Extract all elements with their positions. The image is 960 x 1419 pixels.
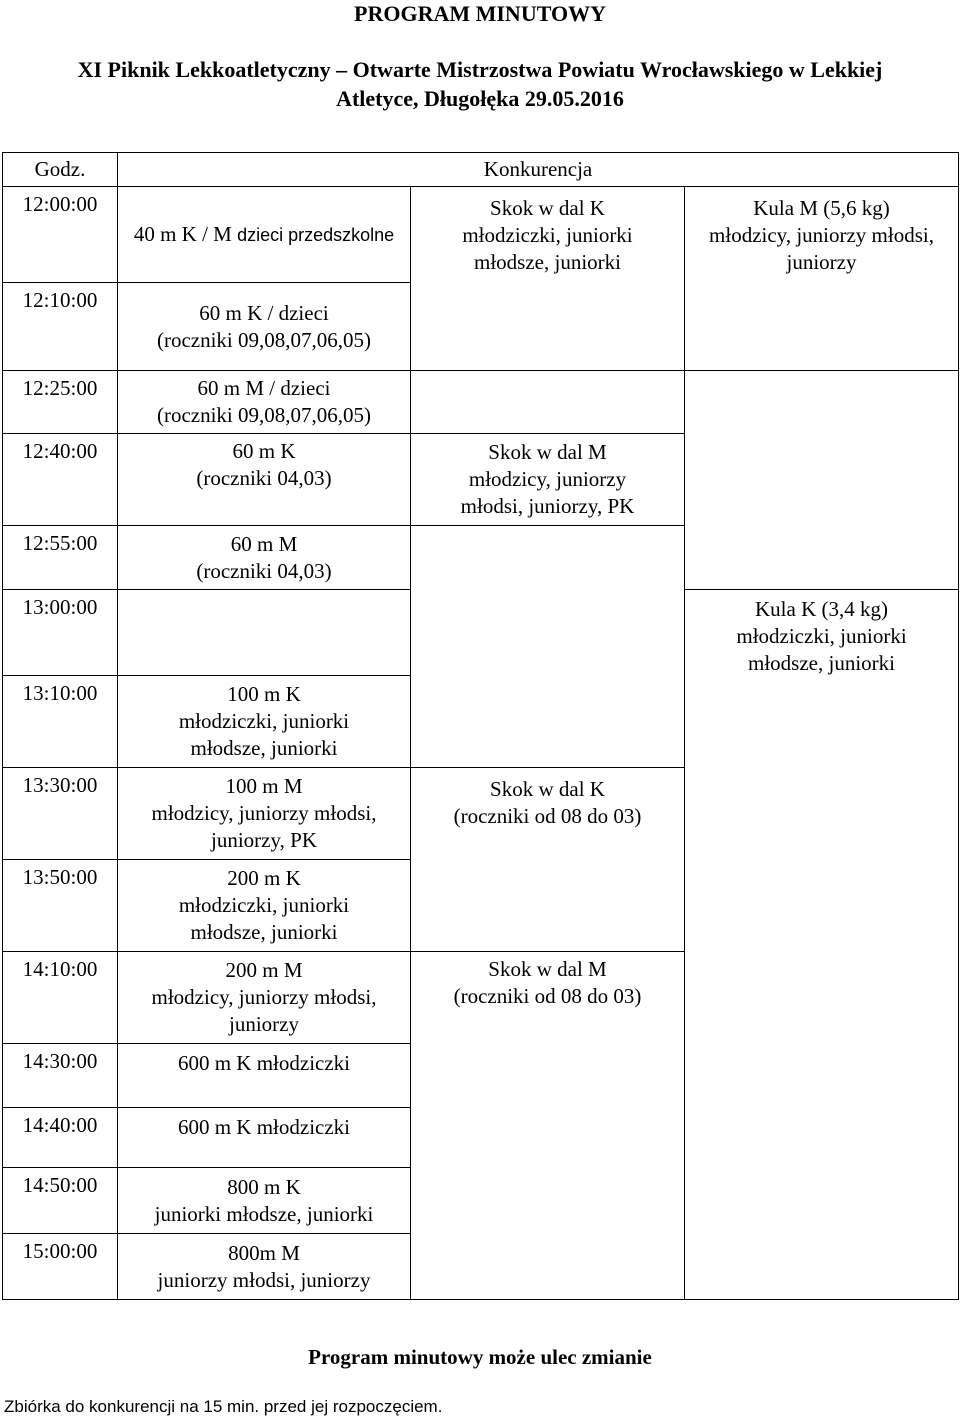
track-event-line: juniorki młodsze, juniorki bbox=[154, 1201, 374, 1226]
track-event-line: 200 m M bbox=[225, 958, 303, 982]
track-event-cell bbox=[118, 1168, 411, 1234]
table-row bbox=[3, 371, 959, 434]
throw-event-line: młodzicy, juniorzy młodsi, bbox=[709, 223, 934, 247]
table-row bbox=[3, 187, 959, 283]
track-event-line: (roczniki 09,08,07,06,05) bbox=[156, 327, 372, 352]
jump-event-line: (roczniki od 08 do 03) bbox=[453, 984, 642, 1008]
track-event-line: 60 m K bbox=[232, 439, 296, 463]
track-event-line: młodsze, juniorki bbox=[190, 736, 338, 760]
throw-event-line: Kula M (5,6 kg) bbox=[753, 196, 890, 220]
track-event-line: juniorzy bbox=[229, 1012, 299, 1036]
time-cell: 14:50:00 bbox=[3, 1168, 118, 1234]
track-event-line: juniorzy młodsi, juniorzy bbox=[157, 1267, 371, 1292]
track-event-line: 60 m K / dzieci bbox=[199, 300, 329, 325]
time-cell: 13:10:00 bbox=[3, 676, 118, 768]
jump-event-line: Skok w dal K bbox=[490, 777, 605, 801]
jump-event-cell bbox=[411, 952, 685, 1300]
program-change-note: Program minutowy może ulec zmianie bbox=[308, 1345, 652, 1369]
time-cell: 12:10:00 bbox=[3, 283, 118, 371]
track-event-cell bbox=[118, 676, 411, 768]
track-event-line: młodzicy, juniorzy młodsi, bbox=[151, 801, 377, 825]
throw-event-cell bbox=[685, 371, 959, 590]
jump-event-line: Skok w dal K bbox=[490, 196, 605, 220]
track-event-group: dzieci przedszkolne bbox=[237, 224, 395, 245]
time-cell: 13:00:00 bbox=[3, 590, 118, 676]
time-cell: 13:30:00 bbox=[3, 768, 118, 860]
jump-event-line: Skok w dal M bbox=[488, 957, 607, 981]
throw-event-line: młodsze, juniorki bbox=[748, 651, 895, 675]
track-event-line: 100 m K bbox=[227, 682, 301, 706]
track-event-line: 60 m M bbox=[230, 531, 298, 556]
time-cell: 15:00:00 bbox=[3, 1234, 118, 1300]
track-event-line: 800m M bbox=[228, 1240, 300, 1265]
table-header-row bbox=[3, 153, 959, 187]
throw-event-line: młodziczki, juniorki bbox=[736, 624, 907, 648]
throw-event-cell bbox=[685, 590, 959, 1300]
gathering-note: Zbiórka do konkurencji na 15 min. przed jej rozpoczęciem. bbox=[4, 1397, 443, 1416]
time-cell: 14:10:00 bbox=[3, 952, 118, 1044]
jump-event-cell bbox=[411, 434, 685, 526]
jump-event-cell bbox=[411, 371, 685, 434]
jump-event-line: młodzicy, juniorzy bbox=[468, 467, 627, 491]
track-event-line: juniorzy, PK bbox=[211, 828, 317, 852]
time-column-header: Godz. bbox=[3, 153, 118, 187]
track-event-label: 40 m K / M bbox=[133, 221, 232, 246]
track-event-cell bbox=[118, 1234, 411, 1300]
jump-event-line: (roczniki od 08 do 03) bbox=[453, 804, 642, 828]
track-event-cell: 600 m K młodziczki bbox=[118, 1044, 411, 1108]
track-event-line: (roczniki 04,03) bbox=[196, 466, 332, 490]
track-event-line: młodsze, juniorki bbox=[190, 920, 338, 944]
track-event-cell bbox=[118, 283, 411, 371]
throw-event-cell bbox=[685, 187, 959, 371]
time-cell: 14:40:00 bbox=[3, 1108, 118, 1168]
track-event-cell: 600 m K młodziczki bbox=[118, 1108, 411, 1168]
track-event-line: 200 m K bbox=[227, 866, 301, 890]
track-event-cell bbox=[118, 526, 411, 590]
jump-event-line: młodsi, juniorzy, PK bbox=[460, 494, 635, 518]
track-event-cell bbox=[118, 590, 411, 676]
time-cell: 12:25:00 bbox=[3, 371, 118, 434]
track-event-line: (roczniki 09,08,07,06,05) bbox=[156, 403, 372, 427]
time-cell: 12:55:00 bbox=[3, 526, 118, 590]
throw-event-line: juniorzy bbox=[786, 250, 857, 274]
track-event-line: 60 m M / dzieci bbox=[197, 376, 331, 400]
track-event-line: (roczniki 04,03) bbox=[196, 558, 332, 583]
track-event-line: młodziczki, juniorki bbox=[178, 709, 350, 733]
track-event-line: młodzicy, juniorzy młodsi, bbox=[151, 985, 377, 1009]
event-title-line2: Atletyce, Długołęka 29.05.2016 bbox=[336, 86, 624, 111]
schedule-table bbox=[2, 152, 959, 1300]
track-event-line: 800 m K bbox=[227, 1174, 301, 1199]
track-event-cell bbox=[118, 187, 411, 283]
time-cell: 12:00:00 bbox=[3, 187, 118, 283]
jump-event-cell bbox=[411, 526, 685, 768]
track-event-line: młodziczki, juniorki bbox=[178, 893, 350, 917]
jump-event-line: młodsze, juniorki bbox=[474, 250, 621, 274]
track-event-cell bbox=[118, 952, 411, 1044]
track-event-line: 100 m M bbox=[225, 774, 303, 798]
track-event-cell bbox=[118, 768, 411, 860]
event-title-line1: XI Piknik Lekkoatletyczny – Otwarte Mistrzostwa Powiatu Wrocławskiego w Lekkiej bbox=[77, 57, 883, 82]
time-cell: 13:50:00 bbox=[3, 860, 118, 952]
time-cell: 12:40:00 bbox=[3, 434, 118, 526]
jump-event-line: Skok w dal M bbox=[488, 440, 607, 464]
track-event-cell bbox=[118, 860, 411, 952]
jump-event-line: młodziczki, juniorki bbox=[462, 223, 633, 247]
track-event-cell bbox=[118, 434, 411, 526]
throw-event-line: Kula K (3,4 kg) bbox=[755, 597, 888, 621]
program-title: PROGRAM MINUTOWY bbox=[354, 1, 606, 26]
time-cell: 14:30:00 bbox=[3, 1044, 118, 1108]
jump-event-cell bbox=[411, 187, 685, 371]
jump-event-cell bbox=[411, 768, 685, 952]
competition-column-header: Konkurencja bbox=[118, 153, 959, 187]
track-event-cell bbox=[118, 371, 411, 434]
